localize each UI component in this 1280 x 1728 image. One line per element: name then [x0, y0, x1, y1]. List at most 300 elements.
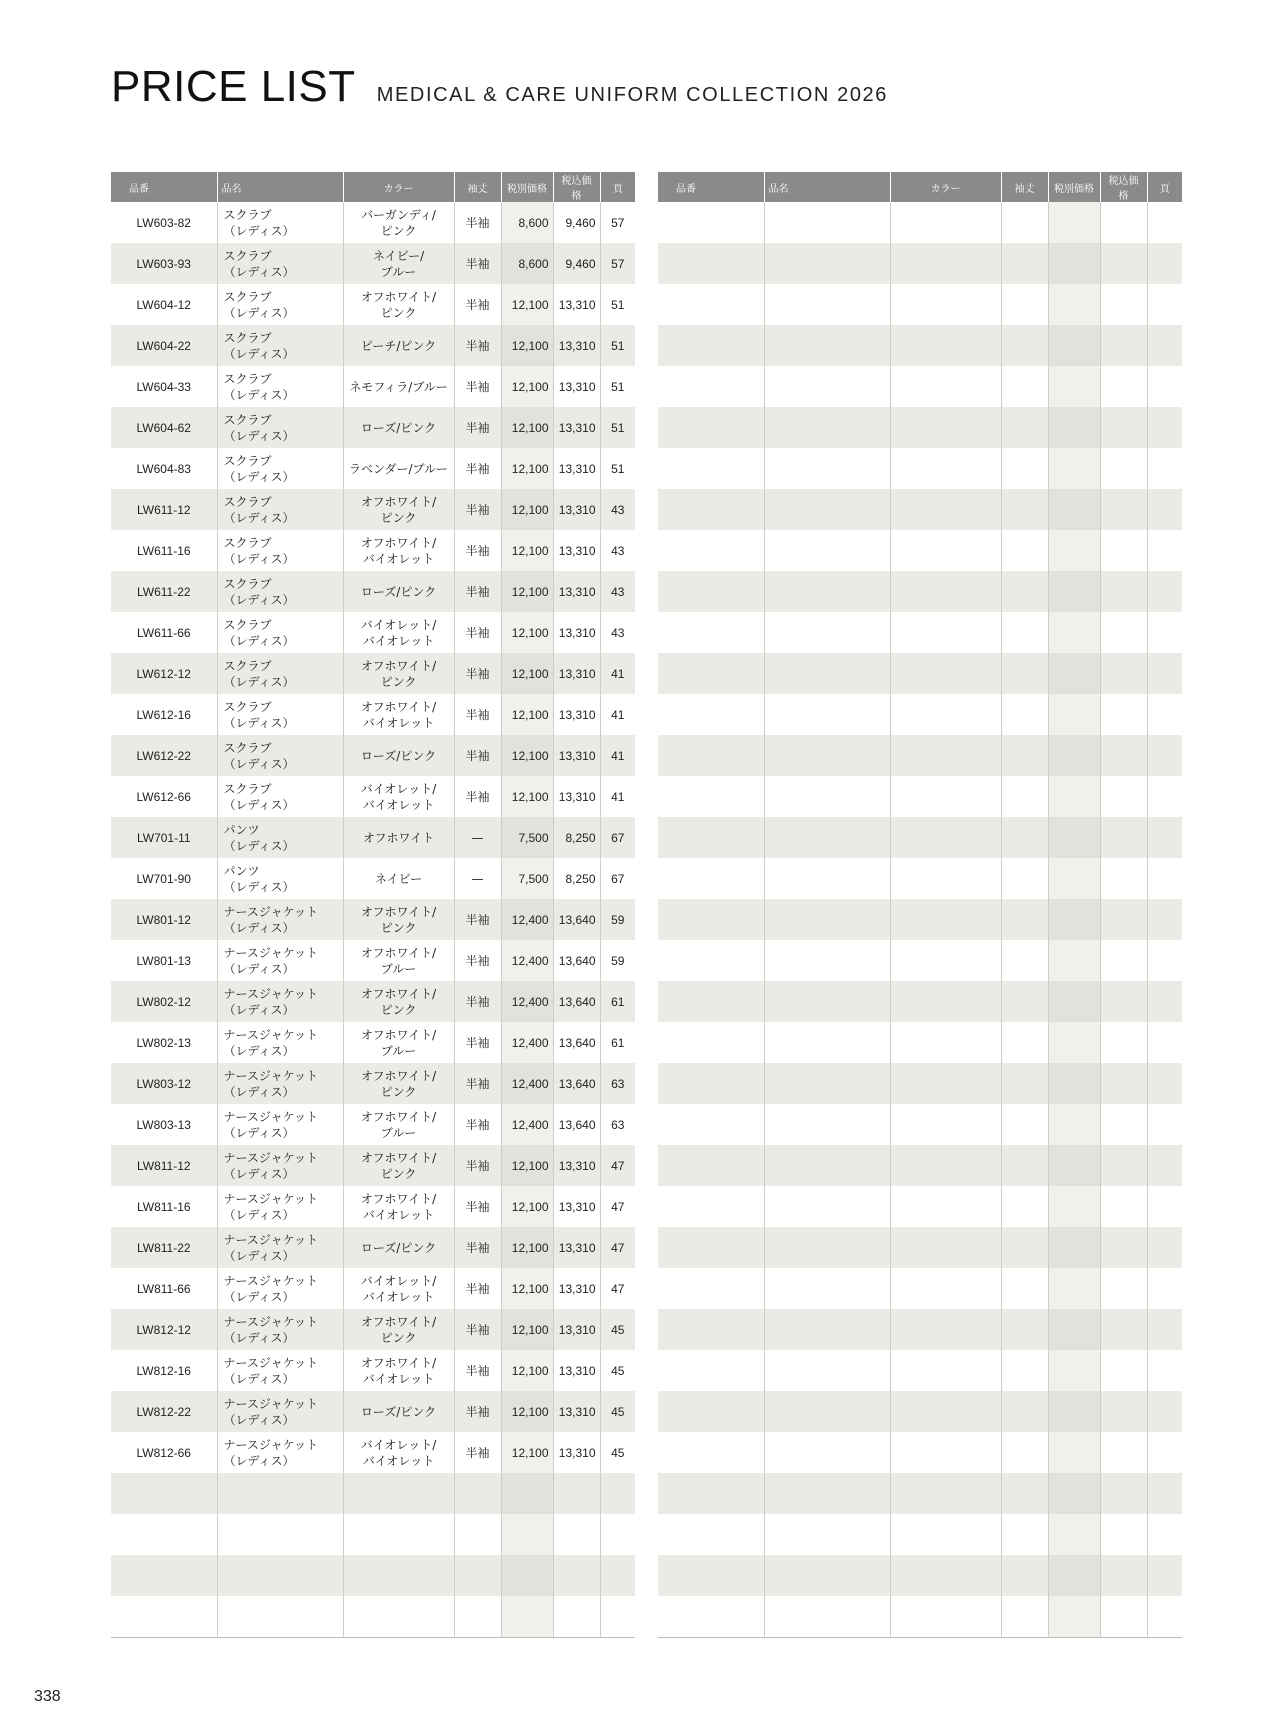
product-code: LW604-22 — [111, 325, 217, 366]
empty-cell-color — [890, 1063, 1001, 1104]
empty-cell-tax-price — [1100, 653, 1147, 694]
empty-cell-code — [658, 981, 764, 1022]
empty-cell-sleeve — [1001, 1514, 1048, 1555]
empty-cell-price — [1048, 735, 1100, 776]
price-excl-tax: 12,100 — [501, 407, 553, 448]
catalog-page: 59 — [600, 899, 635, 940]
product-color-line1: ラベンダー/ブルー — [348, 461, 449, 476]
header-sleeve: 袖丈 — [1001, 172, 1048, 202]
sleeve-length: 半袖 — [454, 366, 501, 407]
empty-cell-tax-price — [1100, 981, 1147, 1022]
empty-cell-page — [1147, 981, 1182, 1022]
catalog-page: 51 — [600, 448, 635, 489]
table-row — [658, 1514, 1182, 1555]
price-incl-tax: 8,250 — [553, 858, 600, 899]
product-name-line2: （レディス） — [223, 1289, 295, 1304]
product-color-line2: バイオレット — [362, 1453, 435, 1468]
empty-cell-code — [658, 243, 764, 284]
empty-cell-price — [1048, 1022, 1100, 1063]
product-code: LW612-12 — [111, 653, 217, 694]
empty-cell-name — [764, 776, 890, 817]
empty-cell-name — [764, 899, 890, 940]
table-row — [111, 981, 635, 1022]
empty-cell-code — [658, 530, 764, 571]
empty-cell-price — [1048, 366, 1100, 407]
price-incl-tax: 13,310 — [553, 489, 600, 530]
empty-cell-price — [1048, 325, 1100, 366]
empty-cell-name — [764, 366, 890, 407]
product-color-line2: ピンク — [380, 1084, 417, 1099]
price-excl-tax: 7,500 — [501, 858, 553, 899]
product-code: LW611-16 — [136, 543, 191, 558]
empty-cell-page — [600, 1514, 635, 1555]
empty-cell-tax-price — [1100, 1268, 1147, 1309]
product-name — [217, 1186, 343, 1227]
empty-cell-color — [890, 1350, 1001, 1391]
product-code: LW801-13 — [136, 953, 191, 968]
product-code: LW611-66 — [136, 625, 191, 640]
table-row — [111, 694, 635, 735]
empty-cell-code — [111, 1596, 217, 1638]
empty-cell-color — [890, 366, 1001, 407]
product-color — [343, 325, 454, 366]
table-row — [111, 1022, 635, 1063]
product-color-line1: バイオレット/ — [360, 1273, 437, 1288]
header-color: カラー — [343, 172, 454, 202]
table-row — [111, 1227, 635, 1268]
product-name — [217, 817, 343, 858]
empty-cell-tax-price — [1100, 612, 1147, 653]
product-code: LW604-83 — [136, 461, 191, 476]
table-header-row — [658, 172, 1182, 202]
table-row — [111, 284, 635, 325]
product-color — [343, 407, 454, 448]
price-incl-tax: 13,310 — [553, 694, 600, 735]
empty-cell-page — [1147, 612, 1182, 653]
product-name-line2: （レディス） — [223, 1125, 295, 1140]
product-name-line1: ナースジャケット — [223, 1314, 319, 1329]
product-code: LW811-12 — [111, 1145, 217, 1186]
product-code: LW802-13 — [136, 1035, 191, 1050]
table-row — [111, 653, 635, 694]
price-incl-tax: 13,310 — [553, 325, 600, 366]
product-name-line1: ナースジャケット — [223, 1396, 319, 1411]
price-incl-tax: 13,310 — [553, 407, 600, 448]
empty-cell-sleeve — [1001, 1104, 1048, 1145]
empty-cell-tax-price — [1100, 694, 1147, 735]
table-row — [111, 407, 635, 448]
empty-cell-sleeve — [1001, 366, 1048, 407]
catalog-page: 43 — [600, 612, 635, 653]
table-row — [111, 858, 635, 899]
empty-cell-tax-price — [1100, 530, 1147, 571]
empty-cell-code — [658, 1596, 764, 1638]
price-excl-tax: 12,100 — [501, 1350, 553, 1391]
table-row — [658, 1022, 1182, 1063]
table-row — [658, 1391, 1182, 1432]
price-incl-tax: 9,460 — [553, 202, 600, 243]
product-color — [343, 1391, 454, 1432]
product-name-line2: （レディス） — [223, 961, 295, 976]
empty-cell-page — [1147, 202, 1182, 243]
product-name — [217, 776, 343, 817]
product-color-line2: バイオレット — [362, 797, 435, 812]
product-name — [217, 1350, 343, 1391]
catalog-page: 41 — [600, 735, 635, 776]
product-name — [217, 407, 343, 448]
product-name-line2: （レディス） — [223, 223, 295, 238]
table-row — [658, 202, 1182, 243]
empty-cell-price — [1048, 1145, 1100, 1186]
catalog-page: 51 — [600, 325, 635, 366]
empty-cell-code — [658, 1104, 764, 1145]
price-excl-tax: 12,100 — [501, 653, 553, 694]
product-color-line2: ピンク — [380, 1166, 417, 1181]
price-incl-tax: 13,310 — [553, 1145, 600, 1186]
product-name-line1: スクラブ — [223, 330, 272, 345]
empty-cell-tax-price — [1100, 1104, 1147, 1145]
empty-cell-name — [764, 243, 890, 284]
table-row — [111, 1268, 635, 1309]
sleeve-length: 半袖 — [454, 1145, 501, 1186]
empty-cell-page — [1147, 858, 1182, 899]
product-name-line1: ナースジャケット — [223, 1068, 319, 1083]
product-color — [343, 284, 454, 325]
empty-cell-price — [1048, 1432, 1100, 1473]
empty-cell-code — [658, 202, 764, 243]
sleeve-length: 半袖 — [454, 694, 501, 735]
product-color — [343, 1145, 454, 1186]
empty-cell-color — [343, 1596, 454, 1638]
table-row — [111, 571, 635, 612]
product-code: LW803-13 — [136, 1117, 191, 1132]
empty-cell-name — [764, 325, 890, 366]
empty-cell-tax-price — [1100, 366, 1147, 407]
product-color-line1: オフホワイト/ — [360, 1150, 437, 1165]
product-color-line1: ローズ/ピンク — [360, 1240, 437, 1255]
header-tax-price: 税込価格 — [1100, 172, 1147, 202]
price-table-left-body — [111, 202, 635, 1638]
sleeve-length: — — [454, 858, 501, 899]
price-excl-tax: 12,400 — [501, 1104, 553, 1145]
product-color — [343, 981, 454, 1022]
product-name-line2: （レディス） — [223, 797, 295, 812]
empty-cell-code — [658, 366, 764, 407]
empty-cell-sleeve — [1001, 1145, 1048, 1186]
product-code: LW803-12 — [111, 1063, 217, 1104]
empty-cell-sleeve — [1001, 1227, 1048, 1268]
product-name-line1: スクラブ — [223, 371, 272, 386]
table-row — [658, 407, 1182, 448]
price-excl-tax: 12,100 — [501, 1391, 553, 1432]
product-name-line2: （レディス） — [223, 1043, 295, 1058]
empty-cell-tax-price — [553, 1596, 600, 1638]
product-name-line1: ナースジャケット — [223, 1355, 319, 1370]
table-row — [658, 1104, 1182, 1145]
empty-cell-code — [658, 1514, 764, 1555]
empty-cell-color — [890, 407, 1001, 448]
product-code: LW612-22 — [111, 735, 217, 776]
table-row — [658, 448, 1182, 489]
empty-cell-color — [890, 817, 1001, 858]
empty-cell-code — [111, 1514, 217, 1555]
product-color-line1: オフホワイト/ — [360, 1355, 437, 1370]
price-incl-tax: 13,310 — [553, 612, 600, 653]
empty-cell-tax-price — [1100, 817, 1147, 858]
product-color-line1: ネイビー — [374, 871, 423, 886]
product-name — [217, 858, 343, 899]
product-color-line2: ブルー — [380, 961, 417, 976]
empty-cell-tax-price — [1100, 940, 1147, 981]
empty-cell-page — [1147, 817, 1182, 858]
product-color — [343, 1309, 454, 1350]
product-name-line1: ナースジャケット — [223, 986, 319, 1001]
product-color-line1: ネモフィラ/ブルー — [349, 379, 448, 394]
empty-cell-code — [658, 817, 764, 858]
product-name-line1: スクラブ — [223, 535, 272, 550]
sleeve-length: 半袖 — [454, 325, 501, 366]
empty-cell-name — [764, 1063, 890, 1104]
empty-cell-name — [764, 407, 890, 448]
empty-cell-name — [764, 817, 890, 858]
catalog-page: 67 — [600, 817, 635, 858]
empty-cell-price — [1048, 694, 1100, 735]
product-name-line2: （レディス） — [223, 1453, 295, 1468]
empty-cell-price — [1048, 940, 1100, 981]
empty-cell-code — [658, 1391, 764, 1432]
table-row — [111, 243, 635, 284]
product-color-line1: バーガンディ/ — [361, 207, 436, 222]
price-excl-tax: 12,100 — [501, 530, 553, 571]
product-name-line1: スクラブ — [223, 453, 272, 468]
empty-cell-sleeve — [454, 1473, 501, 1514]
page-header — [111, 62, 888, 112]
empty-cell-color — [890, 899, 1001, 940]
table-row — [111, 1063, 635, 1104]
empty-cell-name — [764, 612, 890, 653]
table-row — [658, 899, 1182, 940]
table-row — [658, 1309, 1182, 1350]
product-color-line2: ブルー — [380, 1125, 417, 1140]
empty-cell-sleeve — [1001, 1596, 1048, 1638]
product-name-line1: ナースジャケット — [223, 1109, 319, 1124]
empty-cell-name — [764, 1391, 890, 1432]
price-incl-tax: 8,250 — [553, 817, 600, 858]
product-code: LW611-22 — [111, 571, 217, 612]
empty-cell-color — [890, 448, 1001, 489]
product-color-line1: オフホワイト/ — [360, 1314, 437, 1329]
price-incl-tax: 9,460 — [553, 243, 600, 284]
product-name-line2: （レディス） — [223, 469, 295, 484]
price-excl-tax: 12,100 — [501, 612, 553, 653]
table-row — [111, 1350, 635, 1391]
empty-cell-tax-price — [1100, 571, 1147, 612]
sleeve-length: 半袖 — [454, 940, 501, 981]
empty-cell-tax-price — [553, 1514, 600, 1555]
table-row — [111, 817, 635, 858]
price-incl-tax: 13,310 — [553, 571, 600, 612]
product-color-line1: オフホワイト/ — [360, 535, 437, 550]
sleeve-length: 半袖 — [454, 1309, 501, 1350]
header-sleeve: 袖丈 — [454, 172, 501, 202]
empty-cell-code — [111, 1555, 217, 1596]
empty-cell-name — [764, 489, 890, 530]
empty-cell-price — [1048, 1063, 1100, 1104]
product-name-line1: ナースジャケット — [223, 1273, 319, 1288]
product-color — [343, 612, 454, 653]
product-color — [343, 858, 454, 899]
empty-cell-name — [764, 1227, 890, 1268]
table-row — [658, 858, 1182, 899]
price-excl-tax: 8,600 — [501, 202, 553, 243]
empty-cell-name — [764, 940, 890, 981]
product-name — [217, 1227, 343, 1268]
product-color-line1: ローズ/ピンク — [360, 420, 437, 435]
product-color-line1: オフホワイト — [362, 830, 435, 845]
product-color-line1: オフホワイト/ — [360, 1191, 437, 1206]
table-row — [111, 1432, 635, 1473]
product-name-line2: （レディス） — [223, 1084, 295, 1099]
product-name — [217, 735, 343, 776]
product-code: LW811-16 — [136, 1199, 191, 1214]
table-row — [111, 1309, 635, 1350]
product-color — [343, 694, 454, 735]
product-name-line2: （レディス） — [223, 1002, 295, 1017]
empty-cell-price — [501, 1473, 553, 1514]
product-color-line1: オフホワイト/ — [360, 945, 437, 960]
empty-cell-sleeve — [1001, 858, 1048, 899]
price-incl-tax: 13,310 — [553, 366, 600, 407]
product-code: LW611-12 — [111, 489, 217, 530]
table-row — [111, 612, 635, 653]
empty-cell-sleeve — [1001, 1268, 1048, 1309]
table-row — [111, 899, 635, 940]
empty-cell-page — [1147, 1350, 1182, 1391]
sleeve-length: 半袖 — [454, 1350, 501, 1391]
product-name-line2: （レディス） — [223, 838, 295, 853]
price-excl-tax: 12,400 — [501, 1022, 553, 1063]
product-color — [343, 530, 454, 571]
empty-cell-code — [658, 1350, 764, 1391]
empty-cell-price — [1048, 284, 1100, 325]
product-color — [343, 571, 454, 612]
sleeve-length: 半袖 — [454, 1063, 501, 1104]
empty-cell-price — [1048, 858, 1100, 899]
price-excl-tax: 12,100 — [501, 735, 553, 776]
empty-cell-name — [764, 981, 890, 1022]
table-row — [111, 735, 635, 776]
empty-cell-code — [658, 1309, 764, 1350]
product-color-line1: オフホワイト/ — [360, 699, 437, 714]
empty-cell-code — [658, 1227, 764, 1268]
empty-cell-sleeve — [1001, 1186, 1048, 1227]
empty-cell-color — [890, 1104, 1001, 1145]
product-name-line2: （レディス） — [223, 756, 295, 771]
product-color-line2: ピンク — [380, 1002, 417, 1017]
product-color-line2: ピンク — [380, 1330, 417, 1345]
empty-cell-code — [658, 284, 764, 325]
empty-cell-color — [890, 612, 1001, 653]
price-incl-tax: 13,310 — [553, 776, 600, 817]
catalog-page: 45 — [600, 1432, 635, 1473]
empty-cell-name — [764, 1022, 890, 1063]
empty-cell-color — [890, 1268, 1001, 1309]
empty-cell-sleeve — [1001, 735, 1048, 776]
product-name-line2: （レディス） — [223, 1371, 295, 1386]
catalog-page: 45 — [600, 1309, 635, 1350]
product-code: LW811-22 — [111, 1227, 217, 1268]
empty-cell-color — [890, 1391, 1001, 1432]
product-name — [217, 571, 343, 612]
sleeve-length: 半袖 — [454, 448, 501, 489]
product-color-line2: ピンク — [380, 305, 417, 320]
table-row — [658, 1555, 1182, 1596]
price-excl-tax: 12,100 — [501, 448, 553, 489]
empty-cell-name — [764, 1514, 890, 1555]
empty-cell-code — [658, 694, 764, 735]
page-subtitle: MEDICAL & CARE UNIFORM COLLECTION 2026 — [376, 84, 888, 106]
empty-cell-page — [1147, 366, 1182, 407]
price-incl-tax: 13,640 — [553, 1104, 600, 1145]
table-row — [111, 1514, 635, 1555]
empty-cell-color — [890, 940, 1001, 981]
empty-cell-code — [658, 448, 764, 489]
table-row — [658, 571, 1182, 612]
price-incl-tax: 13,310 — [553, 653, 600, 694]
price-incl-tax: 13,310 — [553, 1391, 600, 1432]
empty-cell-page — [1147, 776, 1182, 817]
product-name-line2: （レディス） — [223, 1248, 295, 1263]
product-color — [343, 489, 454, 530]
product-name-line1: ナースジャケット — [223, 904, 319, 919]
empty-cell-sleeve — [1001, 284, 1048, 325]
empty-cell-sleeve — [1001, 202, 1048, 243]
empty-cell-sleeve — [1001, 1350, 1048, 1391]
empty-cell-tax-price — [1100, 407, 1147, 448]
header-name: 品名 — [764, 172, 890, 202]
empty-cell-page — [1147, 1268, 1182, 1309]
product-color-line1: ネイビー/ — [372, 248, 425, 263]
product-name-line1: スクラブ — [223, 289, 272, 304]
product-name-line2: （レディス） — [223, 715, 295, 730]
empty-cell-sleeve — [1001, 325, 1048, 366]
header-price: 税別価格 — [501, 172, 553, 202]
price-excl-tax: 7,500 — [501, 817, 553, 858]
product-name-line1: ナースジャケット — [223, 1191, 319, 1206]
sleeve-length: 半袖 — [454, 1186, 501, 1227]
empty-cell-price — [1048, 1596, 1100, 1638]
product-name — [217, 448, 343, 489]
price-incl-tax: 13,310 — [553, 1432, 600, 1473]
product-color — [343, 366, 454, 407]
product-color — [343, 1350, 454, 1391]
table-row — [111, 202, 635, 243]
empty-cell-price — [1048, 981, 1100, 1022]
empty-cell-page — [1147, 653, 1182, 694]
empty-cell-color — [890, 571, 1001, 612]
product-color — [343, 735, 454, 776]
price-incl-tax: 13,310 — [553, 1268, 600, 1309]
empty-cell-sleeve — [1001, 1063, 1048, 1104]
sleeve-length: 半袖 — [454, 776, 501, 817]
empty-cell-sleeve — [1001, 940, 1048, 981]
catalog-page: 41 — [600, 694, 635, 735]
catalog-page: 41 — [600, 653, 635, 694]
price-incl-tax: 13,310 — [553, 735, 600, 776]
table-row — [658, 530, 1182, 571]
empty-cell-price — [1048, 489, 1100, 530]
product-name — [217, 489, 343, 530]
